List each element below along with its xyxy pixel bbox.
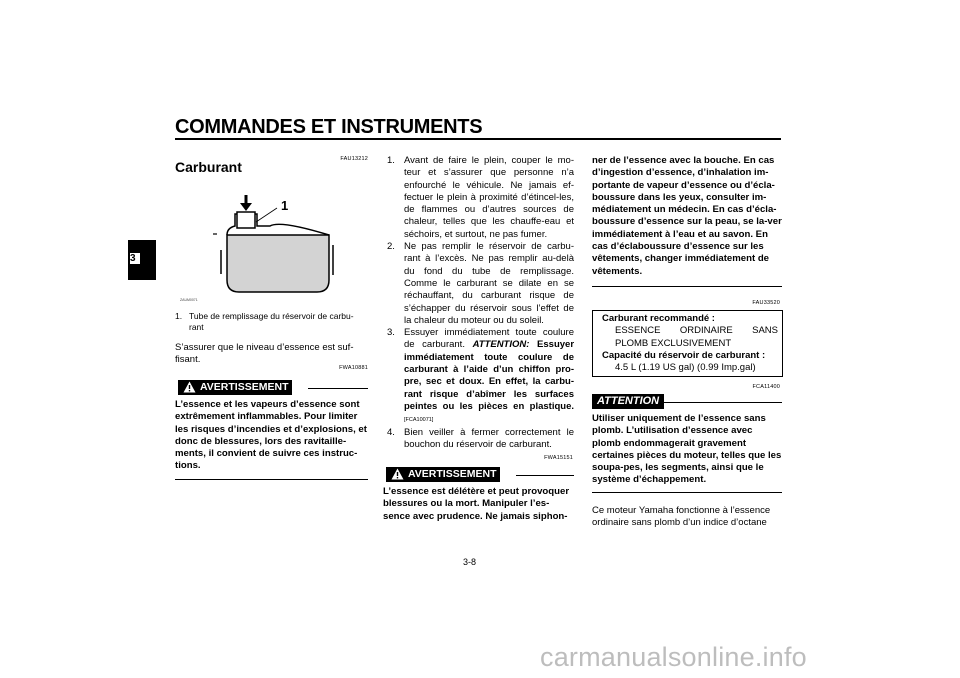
closing-paragraph: Ce moteur Yamaha fonctionne à l’essence ordinaire sans plomb d’un indice d’octane [592, 505, 771, 529]
attention-code: FCA11400 [752, 384, 780, 390]
spec-fuel-value: ESSENCE ORDINAIRE SANS PLOMB EXCLUSIVEMENT [615, 325, 778, 349]
attention-text: Utiliser uniquement de l’essence sans plomb. L’utilisation d’essence avec plomb endommagerait gravement certaines pièces du moteur, telles que les soupa-pes, les segments, ainsi que le système d’échappement. [592, 413, 782, 486]
figure-code: ZAUM0071 [180, 298, 198, 302]
warning-rule [308, 388, 368, 389]
spec-fuel-label: Carburant recommandé : [602, 313, 715, 324]
warning-triangle-icon [391, 468, 404, 480]
warning-text-2: L’essence est délétère et peut provoquer blessures ou la mort. Manipuler l’es-sence avec prudence. Ne jamais siphon- [383, 486, 570, 522]
attention-badge: ATTENTION [592, 394, 664, 409]
warning-label-2: AVERTISSEMENT [408, 468, 497, 480]
warning-badge-2 [386, 467, 500, 482]
warning-code-2: FWA15151 [544, 455, 573, 461]
attention-inline-label: ATTENTION: [472, 339, 530, 351]
instruction-list [387, 155, 574, 451]
list-item: 4. Bien veiller à fermer correctement le bouchon du réservoir de carburant. [387, 426, 574, 450]
warning-triangle-icon [183, 381, 196, 393]
watermark: carmanualsonline.info [540, 642, 807, 672]
caption-number: 1. [175, 311, 183, 321]
warning-code: FWA10881 [339, 365, 368, 371]
intro-paragraph: S’assurer que le niveau d’essence est suf-fisant. [175, 342, 354, 366]
warning-text-continued: ner de l’essence avec la bouche. En cas d’ingestion d’essence, d’inhalation im-portante de vapeur d’essence ou d’écla-boussure dans les yeux, consulter im-médiatement un médecin. En cas d’écla-boussure d’essence sur la peau, se la-ver immédiatement à l’eau et au savon. En cas d’éclaboussure d’essence sur les vêtements, changer immédiatement de vêtements. [592, 155, 782, 277]
attention-rule [664, 402, 782, 403]
spec-code: FAU33520 [752, 300, 780, 306]
fuel-spec-box [592, 310, 783, 377]
warning-end-rule-2 [592, 286, 782, 287]
header-rule [175, 138, 781, 140]
chapter-number: 3 [130, 253, 140, 264]
warning-text: L’essence et les vapeurs d’essence sont extrêmement inflammables. Pour limiter les risques d’incendies et d’explosions, et donc de blessures, lors des ravitaille-ments, il convient de suivre ces instruc-tions. [175, 399, 367, 472]
attention-end-rule [592, 492, 782, 493]
warning-badge [178, 380, 292, 395]
caption-text: Tube de remplissage du réservoir de carbu-rant [189, 311, 354, 332]
attention-inline-code: [FCA10071] [404, 417, 434, 424]
page-header-title: COMMANDES ET INSTRUMENTS [175, 116, 483, 138]
figure-caption [175, 311, 367, 333]
callout-1: 1 [281, 198, 289, 213]
fuel-tank-diagram [205, 190, 345, 295]
list-item: 1. Avant de faire le plein, couper le mo-teur et s’assurer que personne n’a enfourché le véhicule. Ne jamais ef-fectuer le plein à proximité d’étincel-les, de flammes ou d’autres sources de chaleur, telles que les chauffe-eau et séchoirs, et surtout, ne pas fumer. [387, 155, 574, 240]
warning-end-rule [175, 479, 368, 480]
list-item: 3. Essuyer immédiatement toute coulure de carburant. ATTENTION: Essuyer immédiatement toute coulure de carburant à l’aide d’un chiffon pro-pre, sec et doux. En effet, la carbu-rant risque d’abîmer les surfaces peintes ou les pièces en plastique.[FCA10071] [387, 327, 575, 424]
warning-label: AVERTISSEMENT [200, 381, 289, 393]
list-item: 2. Ne pas remplir le réservoir de carbu-rant à l’excès. Ne pas remplir au-delà du fond du tube de remplissage. Comme le carburant se dilate en se réchauffant, du carburant risque de s’échapper du réservoir sous l’effet de la chaleur du moteur ou du soleil. [387, 241, 574, 326]
spec-capacity-label: Capacité du réservoir de carburant : [602, 349, 766, 361]
fuel-tank-illustration [205, 190, 345, 295]
section-code: FAU13212 [340, 156, 368, 162]
warning-rule-2 [516, 475, 574, 476]
page-number: 3-8 [463, 557, 477, 567]
spec-capacity-value: 4.5 L (1.19 US gal) (0.99 Imp.gal) [615, 362, 756, 374]
attention-inline-text: Essuyer immédiatement toute coulure de carburant à l’aide d’un chiffon pro-pre, sec et doux. En effet, la carbu-rant risque d’abîmer les surfaces peintes ou les pièces en plastique. [404, 339, 575, 412]
section-heading: Carburant [175, 159, 242, 175]
